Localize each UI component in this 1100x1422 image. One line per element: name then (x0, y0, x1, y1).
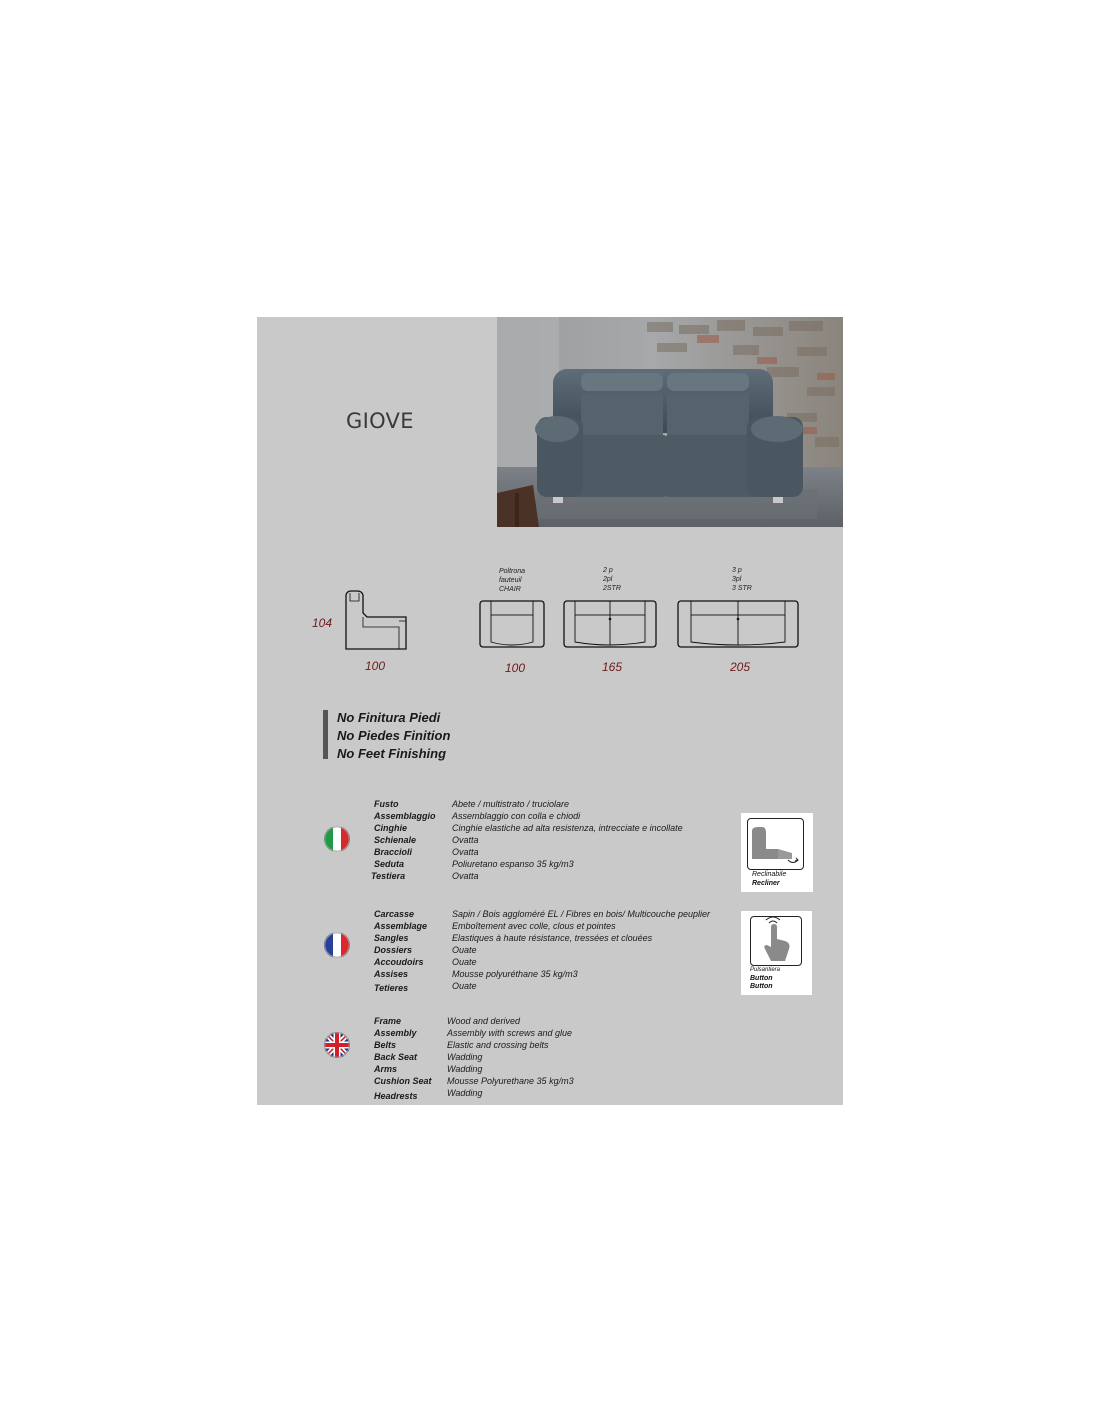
spec-value: Ouate (452, 957, 477, 967)
finishing-bar (323, 710, 328, 759)
recliner-caption-en: Recliner (752, 880, 780, 887)
spec-label: Back Seat (374, 1052, 418, 1062)
spec-value: Wadding (447, 1088, 483, 1098)
spec-value: Ouate (452, 945, 477, 955)
spec-values-en (447, 1015, 574, 1099)
spec-label: Accoudoirs (374, 957, 424, 967)
italian-flag-icon (324, 826, 350, 852)
spec-value: Ovatta (452, 871, 479, 881)
three-seater-caption-it: 3 p (732, 567, 742, 574)
button-caption-it: Pulsantiera (750, 967, 781, 973)
finishing-line-it: No Finitura Piedi (337, 710, 441, 725)
three-seater-width-label: 205 (730, 660, 751, 674)
spec-value: Sapin / Bois aggloméré EL / Fibres en bois/ Multicouche peuplier (452, 909, 710, 919)
spec-label: Dossiers (374, 945, 413, 955)
spec-label: Sangles (374, 933, 409, 943)
recliner-feature-box (741, 813, 813, 892)
chair-caption-it: Poltrona (499, 568, 526, 575)
button-caption-en: Button (750, 983, 773, 990)
spec-label: Cinghie (374, 823, 407, 833)
three-seater-top-view (675, 598, 801, 650)
spec-values-fr (452, 908, 710, 992)
spec-value: Wadding (447, 1052, 483, 1062)
spec-label: Assemblage (374, 921, 428, 931)
side-view-drawing (337, 587, 417, 657)
spec-label: Arms (374, 1064, 398, 1074)
spec-value: Ouate (452, 981, 477, 991)
uk-flag-icon (324, 1032, 350, 1058)
spec-value: Ovatta (452, 835, 479, 845)
spec-value: Elastic and crossing belts (447, 1040, 549, 1050)
spec-value: Abete / multistrato / truciolare (452, 799, 570, 809)
two-seater-caption-en: 2STR (603, 585, 621, 592)
three-seater-caption-en: 3 STR (732, 585, 752, 592)
finishing-line-es: No Piedes Finition (337, 728, 451, 743)
recliner-caption-it: Reclinabile (752, 871, 787, 878)
button-icon-frame (750, 916, 802, 966)
spec-label: Assembly (374, 1028, 417, 1038)
spec-value: Assemblaggio con colla e chiodi (452, 811, 581, 821)
spec-value: Ovatta (452, 847, 479, 857)
spec-value: Wadding (447, 1064, 483, 1074)
two-seater-top-view (561, 598, 659, 650)
side-depth-label: 100 (365, 659, 386, 673)
spec-label: Headrests (374, 1091, 418, 1101)
finishing-line-en: No Feet Finishing (337, 746, 447, 761)
spec-value: Mousse Polyurethane 35 kg/m3 (447, 1076, 574, 1086)
sofa-shape (535, 369, 803, 503)
spec-labels-en (374, 1015, 432, 1102)
chair-top-view (477, 598, 547, 650)
french-flag-icon (324, 932, 350, 958)
spec-values-it (452, 798, 683, 882)
spec-labels-fr (374, 908, 427, 994)
button-caption-fr: Button (750, 975, 773, 982)
spec-label: Carcasse (374, 909, 415, 919)
two-seater-caption-fr: 2pl (603, 576, 613, 583)
spec-label: Cushion Seat (374, 1076, 432, 1086)
two-seater-caption (603, 566, 621, 593)
spec-labels-it (371, 798, 436, 882)
two-seater-width-label: 165 (602, 660, 623, 674)
spec-value: Assembly with screws and glue (447, 1028, 573, 1038)
chair-caption (499, 567, 525, 594)
button-feature-box (741, 911, 812, 995)
recliner-icon (748, 819, 803, 869)
spec-value: Cinghie elastiche ad alta resistenza, intrecciate e incollate (452, 823, 683, 833)
product-photo (497, 317, 843, 527)
spec-label: Schienale (374, 835, 417, 845)
spec-label: Frame (374, 1016, 402, 1026)
spec-value: Mousse polyuréthane 35 kg/m3 (452, 969, 578, 979)
chair-caption-fr: fauteuil (499, 577, 522, 584)
product-title: GIOVE (346, 409, 414, 433)
spec-value: Elastiques à haute résistance, tressées et clouées (452, 933, 653, 943)
spec-label: Assemblaggio (374, 811, 436, 821)
spec-label: Braccioli (374, 847, 413, 857)
spec-value: Wood and derived (447, 1016, 521, 1026)
spec-label: Tetieres (374, 983, 409, 993)
product-sheet (257, 317, 843, 1105)
recliner-icon-frame (747, 818, 804, 870)
spec-value: Emboîtement avec colle, clous et pointes (452, 921, 616, 931)
spec-value: Poliuretano espanso 35 kg/m3 (452, 859, 574, 869)
side-height-label: 104 (312, 616, 333, 630)
spec-label: Belts (374, 1040, 397, 1050)
two-seater-caption-it: 2 p (603, 567, 613, 574)
three-seater-caption (732, 566, 752, 593)
chair-caption-en: CHAIR (499, 586, 521, 593)
spec-label: Testiera (371, 871, 406, 881)
three-seater-caption-fr: 3pl (732, 576, 742, 583)
sofa-photo-illustration (497, 317, 843, 527)
touch-button-icon (751, 917, 801, 965)
spec-label: Seduta (374, 859, 405, 869)
spec-label: Fusto (374, 799, 399, 809)
spec-label: Assises (374, 969, 409, 979)
chair-width-label: 100 (505, 661, 526, 675)
